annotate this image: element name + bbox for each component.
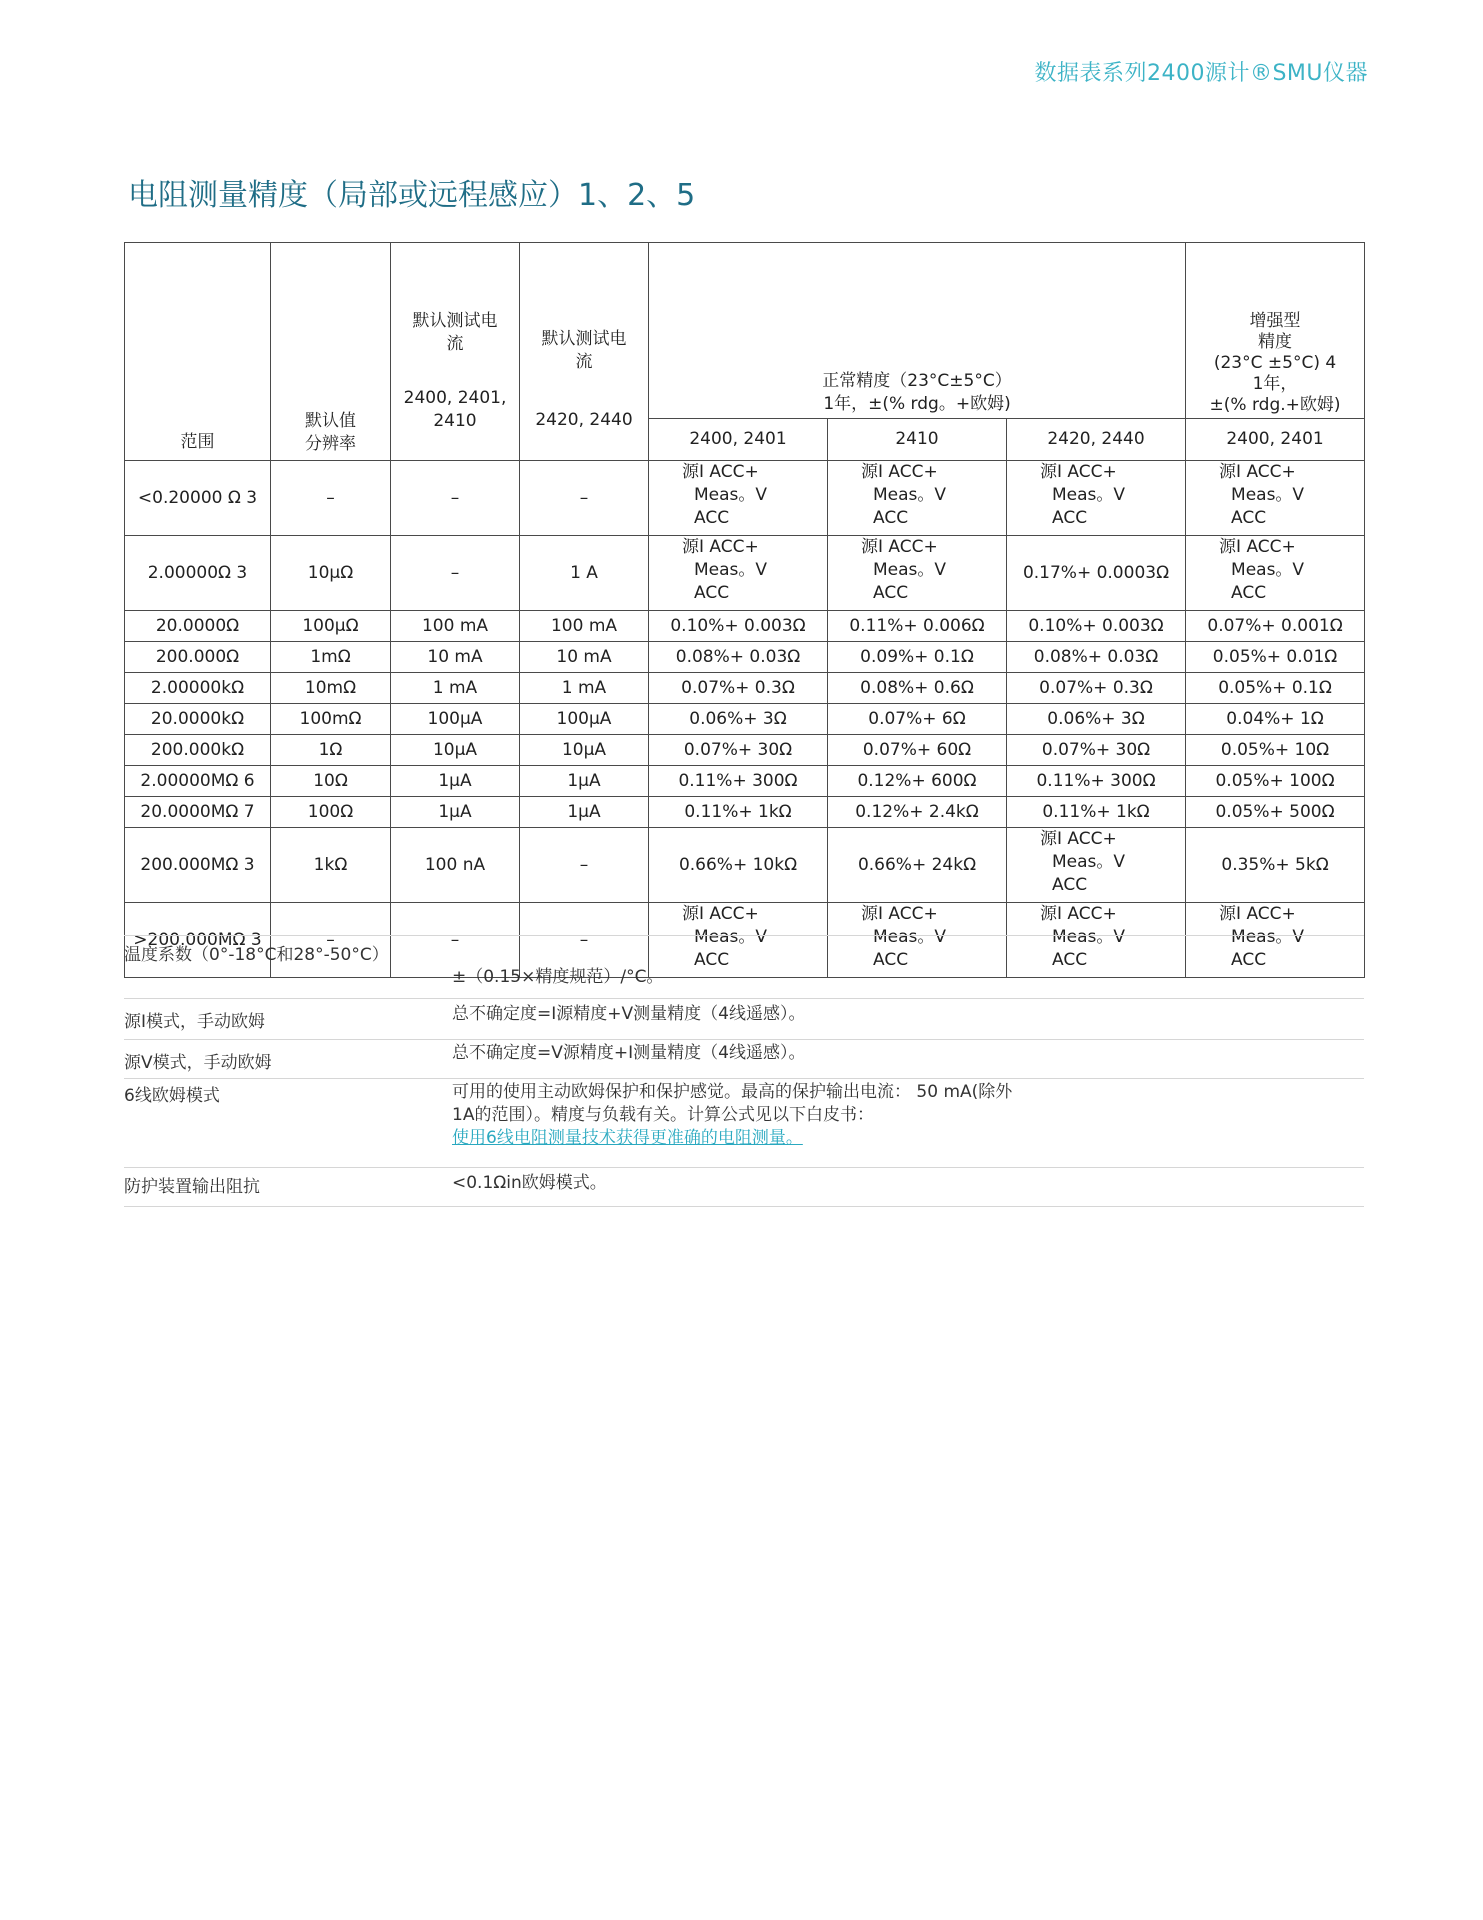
resistance-accuracy-table xyxy=(124,242,1365,978)
acc-note-line: 源I ACC+ xyxy=(861,904,938,924)
cell-normal-2420: 0.07%+ 30Ω xyxy=(1007,735,1186,766)
acc-note-line: 源I ACC+ xyxy=(682,462,759,482)
note-temperature-label: 温度系数（0°-18°C和28°-50°C） xyxy=(124,945,389,965)
table-row xyxy=(125,673,1365,704)
acc-note-line: ACC xyxy=(694,508,730,528)
cell-normal-2410: 0.07%+ 60Ω xyxy=(828,735,1007,766)
cell-normal-2400: 0.66%+ 10kΩ xyxy=(649,828,828,903)
cell-test-current-2400: 1 mA xyxy=(391,673,520,704)
cell-test-current-2400: 100μA xyxy=(391,704,520,735)
header-range: 范围 xyxy=(125,243,271,461)
cell-test-current-2400: 1μA xyxy=(391,766,520,797)
note-source-i-value: 总不确定度=I源精度+V测量精度（4线遥感）。 xyxy=(452,1004,806,1024)
acc-note-line: Meas。V xyxy=(694,927,768,947)
cell-range: 2.00000kΩ xyxy=(125,673,271,704)
header-test-current-2420-models: 2420, 2440 xyxy=(535,410,633,430)
note-source-v xyxy=(124,1039,1364,1078)
note-guard-impedance-label: 防护装置输出阻抗 xyxy=(124,1177,260,1197)
cell-normal-2400: 0.11%+ 1kΩ xyxy=(649,797,828,828)
acc-note-line: Meas。V xyxy=(1231,485,1305,505)
table-row xyxy=(125,611,1365,642)
cell-range: 200.000MΩ 3 xyxy=(125,828,271,903)
cell-test-current-2420: 1 A xyxy=(520,536,649,611)
cell-resolution: 1Ω xyxy=(271,735,391,766)
cell-normal-2400: 0.08%+ 0.03Ω xyxy=(649,642,828,673)
acc-note-line: ACC xyxy=(1052,875,1088,895)
note-six-wire xyxy=(124,1078,1364,1167)
cell-resolution: – xyxy=(271,461,391,536)
cell-test-current-2420: 10 mA xyxy=(520,642,649,673)
acc-note-line: ACC xyxy=(694,950,730,970)
cell-normal-2420 xyxy=(1007,461,1186,536)
cell-normal-2410: 0.08%+ 0.6Ω xyxy=(828,673,1007,704)
acc-note-line: ACC xyxy=(873,950,909,970)
cell-test-current-2420: 1μA xyxy=(520,766,649,797)
cell-test-current-2400: 1μA xyxy=(391,797,520,828)
cell-normal-2420: 0.17%+ 0.0003Ω xyxy=(1007,536,1186,611)
cell-range: 200.000kΩ xyxy=(125,735,271,766)
cell-resolution: 100μΩ xyxy=(271,611,391,642)
header-test-current-2420 xyxy=(520,243,649,461)
note-source-i xyxy=(124,998,1364,1039)
header-normal-2410: 2410 xyxy=(828,419,1007,461)
header-enhanced-2400: 2400, 2401 xyxy=(1186,419,1365,461)
table-row xyxy=(125,642,1365,673)
cell-enhanced-2400: 0.35%+ 5kΩ xyxy=(1186,828,1365,903)
acc-note-line: Meas。V xyxy=(1052,485,1126,505)
note-temperature xyxy=(124,935,1364,998)
acc-note-line: Meas。V xyxy=(1052,927,1126,947)
acc-note-line: Meas。V xyxy=(694,560,768,580)
cell-enhanced-2400: 0.05%+ 500Ω xyxy=(1186,797,1365,828)
cell-normal-2420: 0.08%+ 0.03Ω xyxy=(1007,642,1186,673)
document-header: 数据表系列2400源计®SMU仪器 xyxy=(1034,61,1368,86)
acc-note-line: ACC xyxy=(1231,583,1267,603)
cell-resolution: 10μΩ xyxy=(271,536,391,611)
cell-normal-2400: 0.07%+ 30Ω xyxy=(649,735,828,766)
acc-note-line: Meas。V xyxy=(1231,560,1305,580)
note-source-i-label: 源I模式，手动欧姆 xyxy=(124,1012,266,1032)
cell-enhanced-2400: 0.05%+ 0.01Ω xyxy=(1186,642,1365,673)
cell-resolution: – xyxy=(271,903,391,978)
cell-test-current-2420: 1 mA xyxy=(520,673,649,704)
acc-note-line: 源I ACC+ xyxy=(1219,537,1296,557)
note-guard-impedance-value: <0.1Ωin欧姆模式。 xyxy=(452,1173,607,1193)
table-row xyxy=(125,461,1365,536)
header-test-current-2400 xyxy=(391,243,520,461)
acc-note-line: Meas。V xyxy=(873,927,947,947)
cell-normal-2420: 0.07%+ 0.3Ω xyxy=(1007,673,1186,704)
cell-enhanced-2400 xyxy=(1186,461,1365,536)
cell-range: 2.00000MΩ 6 xyxy=(125,766,271,797)
header-enhanced-accuracy: 增强型 精度 (23°C ±5°C) 4 1年， ±(% rdg.+欧姆) xyxy=(1186,243,1365,419)
note-source-v-label: 源V模式，手动欧姆 xyxy=(124,1053,272,1073)
cell-normal-2420 xyxy=(1007,828,1186,903)
cell-test-current-2400: – xyxy=(391,536,520,611)
cell-test-current-2400: 10μA xyxy=(391,735,520,766)
acc-note-line: ACC xyxy=(1052,950,1088,970)
cell-resolution: 1kΩ xyxy=(271,828,391,903)
cell-test-current-2420: 10μA xyxy=(520,735,649,766)
note-six-wire-line2: 1A的范围）。精度与负载有关。计算公式见以下白皮书： xyxy=(452,1105,874,1125)
acc-note-line: ACC xyxy=(873,583,909,603)
note-six-wire-label: 6线欧姆模式 xyxy=(124,1086,220,1106)
cell-normal-2410: 0.11%+ 0.006Ω xyxy=(828,611,1007,642)
cell-test-current-2420: – xyxy=(520,828,649,903)
table-row xyxy=(125,766,1365,797)
cell-normal-2420: 0.11%+ 300Ω xyxy=(1007,766,1186,797)
cell-test-current-2400: 100 mA xyxy=(391,611,520,642)
header-test-current-2400-models: 2400, 2401, 2410 xyxy=(403,388,507,431)
header-test-current-2400-title: 默认测试电 流 xyxy=(412,311,498,354)
table-row xyxy=(125,735,1365,766)
table-row xyxy=(125,828,1365,903)
cell-test-current-2420: 1μA xyxy=(520,797,649,828)
acc-note-line: Meas。V xyxy=(1052,852,1126,872)
whitepaper-link[interactable]: 使用6线电阻测量技术获得更准确的电阻测量。 xyxy=(452,1128,803,1148)
note-temperature-value: ±（0.15×精度规范）/°C。 xyxy=(452,967,664,987)
cell-normal-2420: 0.06%+ 3Ω xyxy=(1007,704,1186,735)
acc-note-line: 源I ACC+ xyxy=(1040,904,1117,924)
cell-test-current-2400: 10 mA xyxy=(391,642,520,673)
header-normal-2400: 2400, 2401 xyxy=(649,419,828,461)
cell-normal-2400: 0.07%+ 0.3Ω xyxy=(649,673,828,704)
cell-normal-2410: 0.12%+ 600Ω xyxy=(828,766,1007,797)
acc-note-line: 源I ACC+ xyxy=(682,904,759,924)
cell-normal-2410: 0.07%+ 6Ω xyxy=(828,704,1007,735)
cell-range: 2.00000Ω 3 xyxy=(125,536,271,611)
cell-resolution: 10mΩ xyxy=(271,673,391,704)
acc-note-line: ACC xyxy=(1052,508,1088,528)
header-test-current-2420-title: 默认测试电 流 xyxy=(541,329,627,372)
acc-note-line: Meas。V xyxy=(873,560,947,580)
notes-section xyxy=(124,935,1364,1207)
acc-note-line: 源I ACC+ xyxy=(861,537,938,557)
cell-enhanced-2400: 0.05%+ 10Ω xyxy=(1186,735,1365,766)
cell-range: 20.0000MΩ 7 xyxy=(125,797,271,828)
acc-note-line: Meas。V xyxy=(1231,927,1305,947)
acc-note-line: ACC xyxy=(1231,950,1267,970)
acc-note-line: 源I ACC+ xyxy=(861,462,938,482)
cell-test-current-2400: – xyxy=(391,461,520,536)
cell-normal-2410 xyxy=(828,536,1007,611)
acc-note-line: ACC xyxy=(694,583,730,603)
cell-normal-2400: 0.10%+ 0.003Ω xyxy=(649,611,828,642)
cell-normal-2410: 0.66%+ 24kΩ xyxy=(828,828,1007,903)
cell-enhanced-2400: 0.04%+ 1Ω xyxy=(1186,704,1365,735)
acc-note-line: Meas。V xyxy=(873,485,947,505)
note-source-v-value: 总不确定度=V源精度+I测量精度（4线遥感）。 xyxy=(452,1043,806,1063)
acc-note-line: ACC xyxy=(1231,508,1267,528)
cell-enhanced-2400: 0.07%+ 0.001Ω xyxy=(1186,611,1365,642)
acc-note-line: 源I ACC+ xyxy=(1219,904,1296,924)
cell-range: 20.0000kΩ xyxy=(125,704,271,735)
acc-note-line: 源I ACC+ xyxy=(1040,462,1117,482)
cell-enhanced-2400: 0.05%+ 100Ω xyxy=(1186,766,1365,797)
cell-normal-2410 xyxy=(828,461,1007,536)
note-six-wire-line1: 可用的使用主动欧姆保护和保护感觉。最高的保护输出电流： 50 mA(除外 xyxy=(452,1082,1013,1102)
acc-note-line: 源I ACC+ xyxy=(682,537,759,557)
cell-test-current-2400: – xyxy=(391,903,520,978)
cell-test-current-2400: 100 nA xyxy=(391,828,520,903)
table-row xyxy=(125,797,1365,828)
note-six-wire-value xyxy=(452,1081,1012,1150)
cell-resolution: 100Ω xyxy=(271,797,391,828)
cell-normal-2420: 0.11%+ 1kΩ xyxy=(1007,797,1186,828)
cell-range: 200.000Ω xyxy=(125,642,271,673)
table-row xyxy=(125,704,1365,735)
cell-range: <0.20000 Ω 3 xyxy=(125,461,271,536)
cell-test-current-2420: 100μA xyxy=(520,704,649,735)
page-title: 电阻测量精度（局部或远程感应）1、2、5 xyxy=(128,178,696,213)
header-normal-accuracy: 正常精度（23°C±5°C） 1年，±(% rdg。+欧姆) xyxy=(649,243,1186,419)
cell-test-current-2420: – xyxy=(520,461,649,536)
cell-range: 20.0000Ω xyxy=(125,611,271,642)
cell-normal-2400 xyxy=(649,536,828,611)
cell-resolution: 100mΩ xyxy=(271,704,391,735)
cell-normal-2420: 0.10%+ 0.003Ω xyxy=(1007,611,1186,642)
cell-normal-2400: 0.06%+ 3Ω xyxy=(649,704,828,735)
acc-note-line: 源I ACC+ xyxy=(1040,829,1117,849)
cell-normal-2400: 0.11%+ 300Ω xyxy=(649,766,828,797)
cell-normal-2410: 0.12%+ 2.4kΩ xyxy=(828,797,1007,828)
cell-enhanced-2400: 0.05%+ 0.1Ω xyxy=(1186,673,1365,704)
cell-test-current-2420: 100 mA xyxy=(520,611,649,642)
note-guard-impedance xyxy=(124,1167,1364,1207)
cell-test-current-2420: – xyxy=(520,903,649,978)
header-normal-2420: 2420, 2440 xyxy=(1007,419,1186,461)
acc-note-line: ACC xyxy=(873,508,909,528)
cell-range: >200.000MΩ 3 xyxy=(125,903,271,978)
header-resolution: 默认值 分辨率 xyxy=(271,243,391,461)
acc-note-line: Meas。V xyxy=(694,485,768,505)
cell-resolution: 10Ω xyxy=(271,766,391,797)
acc-note-line: 源I ACC+ xyxy=(1219,462,1296,482)
cell-normal-2410: 0.09%+ 0.1Ω xyxy=(828,642,1007,673)
table-row xyxy=(125,536,1365,611)
cell-normal-2400 xyxy=(649,461,828,536)
cell-enhanced-2400 xyxy=(1186,536,1365,611)
cell-resolution: 1mΩ xyxy=(271,642,391,673)
